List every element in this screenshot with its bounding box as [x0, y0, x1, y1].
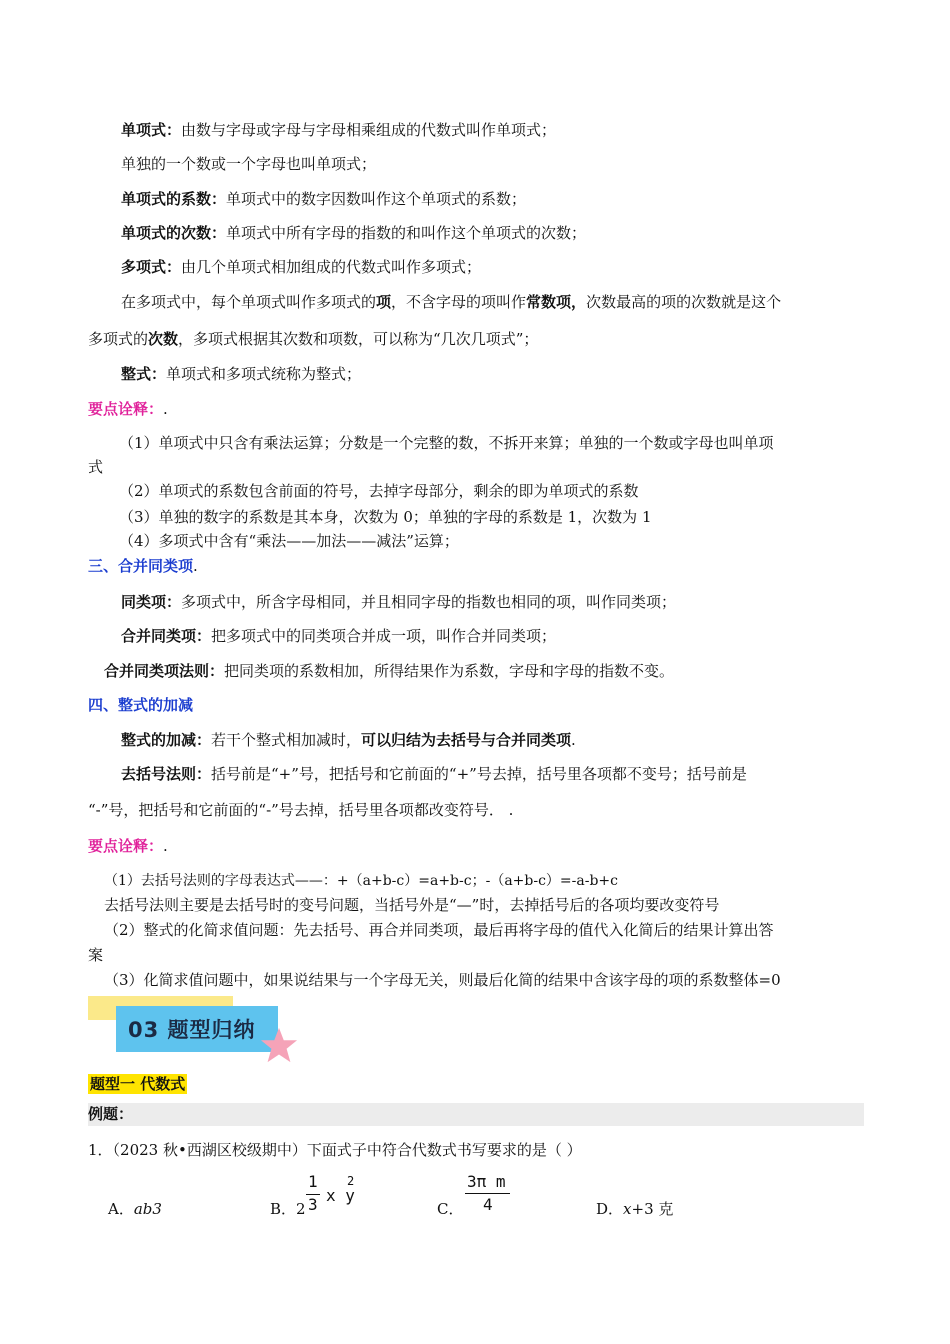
- option-text: +3 克: [631, 1200, 674, 1218]
- section-title: 三、合并同类项: [88, 557, 194, 575]
- bracket-rule-line2: “-”号，把括号和它前面的“-”号去掉，括号里各项都改变符号． .: [88, 801, 514, 819]
- note-item: （1）去括号法则的字母表达式——：+（a+b-c）=a+b-c；-（a+b-c）=-a-b+c: [104, 873, 618, 889]
- text: ，多项式根据其次数和项数，可以称为“几次几项式”；: [178, 330, 539, 348]
- bold-term: 常数项，: [526, 293, 587, 311]
- def-integral: [121, 364, 361, 384]
- option-b-variables: x y: [326, 1186, 355, 1205]
- def-text: 单项式和多项式统称为整式；: [166, 365, 362, 383]
- term-label: 单项式的系数：: [121, 190, 227, 208]
- option-b-denominator: 3: [308, 1195, 318, 1214]
- def-text: 单项式中的数字因数叫作这个单项式的系数；: [226, 190, 527, 208]
- banner-label: 03 题型归纳: [128, 1018, 256, 1042]
- def-text: 单项式中所有字母的指数的和叫作这个单项式的次数；: [226, 224, 587, 242]
- note-item: （4）多项式中含有“乘法——加法——减法”运算；: [119, 532, 459, 550]
- note-item: 案: [88, 946, 104, 964]
- term-label: 整式：: [121, 365, 167, 383]
- option-variable: x: [623, 1200, 632, 1218]
- term-label: 单项式的次数：: [121, 224, 227, 242]
- note-item: （2）单项式的系数包含前面的符号，去掉字母部分，剩余的即为单项式的系数: [119, 482, 639, 500]
- term-label: 去括号法则：: [121, 765, 212, 783]
- term-label: 多项式：: [121, 258, 182, 276]
- option-b-exponent: 2: [347, 1174, 355, 1188]
- option-label: D．: [596, 1200, 624, 1218]
- def-like-terms: [121, 592, 676, 612]
- def-coefficient: [121, 189, 526, 209]
- text: ，不含字母的项叫作: [391, 293, 527, 311]
- option-c-label[interactable]: C．: [437, 1200, 464, 1218]
- question-type-title: 题型一 代数式: [90, 1075, 186, 1093]
- note-item: 式: [88, 458, 104, 476]
- section-title: 四、整式的加减: [88, 696, 194, 714]
- section3-title: [88, 556, 198, 576]
- def-text: 括号前是“+”号，把括号和它前面的“+”号去掉，括号里各项都不变号；括号前是: [211, 765, 747, 783]
- question-stem: 1．（2023 秋•西湖区校级期中）下面式子中符合代数式书写要求的是（ ）: [88, 1141, 582, 1159]
- note-item: （2）整式的化简求值问题：先去括号、再合并同类项，最后再将字母的值代入化简后的结果计算出答: [104, 921, 774, 939]
- def-text: 若干个整式相加减时，: [211, 731, 362, 749]
- fraction-bar: [465, 1193, 510, 1194]
- def-text: 把多项式中的同类项合并成一项，叫作合并同类项；: [211, 627, 557, 645]
- term-label: 单项式：: [121, 121, 182, 139]
- text: 在多项式中，每个单项式叫作多项式的: [121, 293, 377, 311]
- def-combine-rule: [104, 661, 674, 681]
- text: 多项式的: [88, 330, 149, 348]
- dot: .: [571, 731, 576, 749]
- def-degree: [121, 223, 586, 243]
- term-label: 整式的加减：: [121, 731, 212, 749]
- text: 次数最高的项的次数就是这个: [586, 293, 782, 311]
- option-b-label[interactable]: [270, 1199, 306, 1219]
- option-c-denominator: 4: [483, 1195, 493, 1214]
- option-b-numerator: 1: [308, 1172, 318, 1191]
- bracket-rule-line1: [121, 764, 747, 784]
- def-monomial: [121, 120, 556, 140]
- star-icon: [260, 1026, 298, 1064]
- def-single: 单独的一个数或一个字母也叫单项式；: [121, 155, 377, 173]
- dot: .: [193, 557, 198, 575]
- option-text: ab3: [133, 1200, 162, 1218]
- bold-term: 次数: [148, 330, 179, 348]
- notes1-title: [88, 399, 168, 419]
- def-text: 由数与字母或字母与字母相乘组成的代数式叫作单项式；: [181, 121, 557, 139]
- note-item: （3）化简求值问题中，如果说结果与一个字母无关，则最后化简的结果中含该字母的项的系数整体=0: [104, 971, 781, 989]
- option-label: B．: [270, 1200, 297, 1218]
- notes-title: 要点诠释：: [88, 837, 164, 855]
- def-addsub: [121, 730, 576, 750]
- def-text: 由几个单项式相加组成的代数式叫作多项式；: [181, 258, 482, 276]
- dot: .: [163, 837, 168, 855]
- option-a[interactable]: [108, 1199, 162, 1219]
- mixed-number-integer: 2: [296, 1200, 306, 1218]
- note-item: （1）单项式中只含有乘法运算；分数是一个完整的数，不拆开来算；单独的一个数或字母也叫单项: [119, 434, 774, 452]
- term-label: 合并同类项法则：: [104, 662, 225, 680]
- def-text: 把同类项的系数相加，所得结果作为系数，字母和字母的指数不变。: [224, 662, 675, 680]
- option-label: A．: [108, 1200, 134, 1218]
- bold-term: 项: [376, 293, 392, 311]
- option-c-numerator: 3π m: [467, 1172, 506, 1191]
- section4-title: [88, 695, 193, 715]
- note-item: 去括号法则主要是去括号时的变号问题，当括号外是“—”时，去掉括号后的各项均要改变符号: [104, 896, 720, 914]
- def-text: 多项式中，所含字母相同，并且相同字母的指数也相同的项，叫作同类项；: [181, 593, 677, 611]
- option-d[interactable]: [596, 1199, 673, 1219]
- def-polynomial: [121, 257, 481, 277]
- poly-paragraph-line1: [121, 292, 781, 312]
- notes-title: 要点诠释：: [88, 400, 164, 418]
- dot: .: [163, 400, 168, 418]
- def-combine: [121, 626, 556, 646]
- term-label: 同类项：: [121, 593, 182, 611]
- bold-term: 可以归结为去括号与合并同类项: [361, 731, 572, 749]
- note-item: （3）单独的数字的系数是其本身，次数为 0；单独的字母的系数是 1，次数为 1: [119, 508, 652, 526]
- term-label: 合并同类项：: [121, 627, 212, 645]
- poly-paragraph-line2: [88, 329, 538, 349]
- section-banner: [88, 996, 308, 1066]
- example-label: 例题：: [88, 1103, 864, 1126]
- notes2-title: [88, 836, 168, 856]
